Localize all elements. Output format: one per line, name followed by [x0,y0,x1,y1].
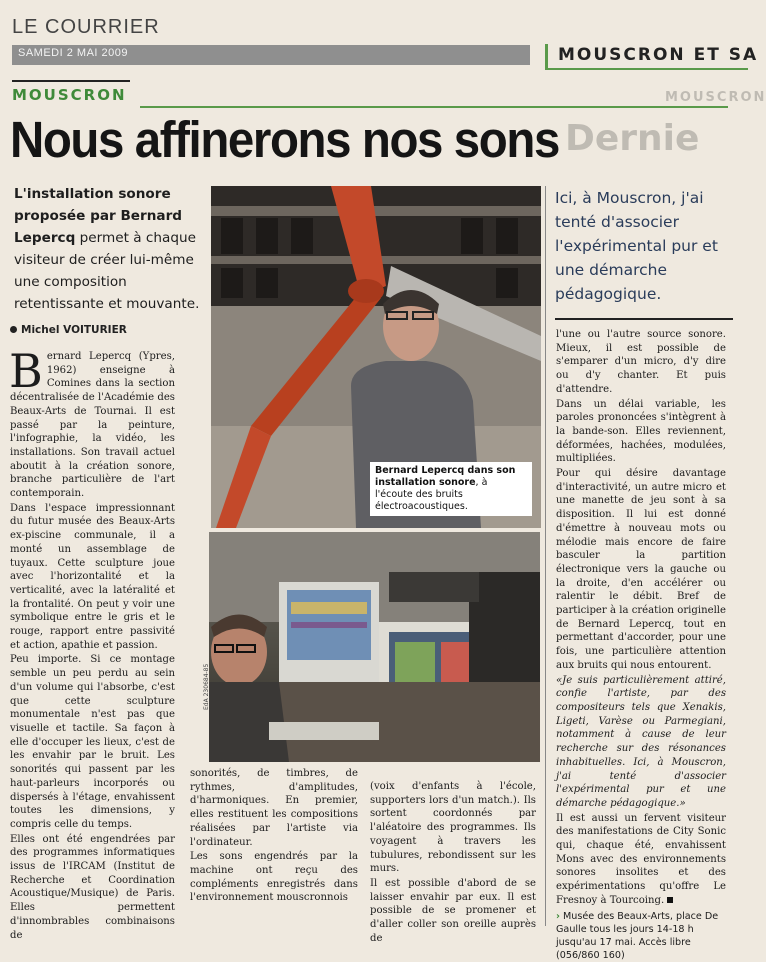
section-label: MOUSCRON [12,86,127,104]
photo-artist-computer [209,532,540,762]
lede-text: permet à chaque visiteur de créer lui-même une composition retentissante et mouvante. [14,230,200,312]
paragraph: Les sons engendrés par la machine ont reçu des compléments enregistrés dans l'environnement mouscronnois [190,851,358,904]
paragraph [556,812,726,908]
pull-quote-rule [555,318,733,320]
section-top-rule [12,80,130,82]
arrow-icon: › [556,910,560,922]
paragraph: l'une ou l'autre source sonore. Mieux, il est possible de s'emparer d'un micro, d'y dire ou d'y chanter. Et puis d'attendre. [556,329,726,395]
caption-text: , à l'écoute des bruits électroacoustiques. [375,477,488,512]
paragraph: sonorités, de timbres, de rythmes, d'amplitudes, d'harmoniques. En premier, elles restituent les compositions réalisées par l'artiste via l'ordinateur. [190,768,358,848]
article-column-1 [9,344,175,943]
article-lede [14,183,204,315]
rubric-title: MOUSCRON ET SA [558,45,759,65]
newspaper-masthead: LE COURRIER [12,16,160,38]
column-divider [545,186,546,926]
photo-caption [370,462,532,516]
end-mark-icon [667,897,673,903]
date-bar [12,45,530,65]
venue-info-text: Musée des Beaux-Arts, place De Gaulle tous les jours 14-18 h jusqu'au 17 mai. Accès libre (056/860 160) [556,910,719,961]
drop-cap: B [9,344,43,398]
paragraph: (voix d'enfants à l'école, supporters lors d'un match.). Ils sortent coordonnés par l'aléatoire des programmes. Ils voyagent à travers les tubulures, rebondissent sur les murs. [370,781,536,875]
paragraph-text: Il est aussi un fervent visiteur des manifestations de City Sonic qui, chaque été, envahissent Mons avec des environnements sonores insolites et des expérimentations qu'offre Le Fresnoy à Tourcoing. [556,812,726,906]
rubric-header [545,44,759,70]
photo-credit: EdA 230684-85 [203,663,210,710]
paragraph: Peu importe. Si ce montage semble un peu perdu au sein d'un volume qui l'absorbe, c'est que cette sculpture monumentale n'est pas que visuelle et tactile. Sa façon à elle d'occuper les lieux, c'est de les envahir par le bruit. Les sonorités qui passent par les haut-parleurs incorporés ou dispersés à l'étage, envahissent toutes les dimensions, y compris celle du temps. [10,654,175,830]
article-column-2 [190,767,358,906]
bleed-through-headline: Dernie [565,118,700,159]
paragraph: Elles ont été engendrées par des programmes informatiques issus de l'IRCAM (Institut de Recherche et Coordination Acoustique/Musique) de Paris. Elles permettent d'innombrables combinaisons de [10,833,175,941]
paragraph: Dans un délai variable, les paroles prononcées s'intègrent à la bande-son. Elles reviennent, déformées, hachées, modulées, multipliées. [556,398,726,465]
caption-bold: Bernard Lepercq dans son installation sonore [375,465,516,488]
article-headline: Nous affinerons nos sons [10,111,559,168]
bleed-through-rubric: MOUSCRON [665,90,766,105]
issue-date: SAMEDI 2 MAI 2009 [18,47,128,59]
lede-bold: L'installation sonore proposée par Bernard Lepercq [14,186,183,246]
bullet-icon [10,326,17,333]
venue-info [556,910,726,962]
paragraph: Dans l'espace impressionnant du futur musée des Beaux-Arts ex-piscine communale, il a monté un assemblage de tuyaux. Cette sculpture joue avec l'horizontalité et la verticalité, avec la latéralité et la frontalité. On peut y voir une symbolique entre le gris et le rouge, rapport entre passivité et action, apathie et passion. [10,502,175,651]
article-column-4 [556,328,726,962]
section-rule [140,106,728,108]
pull-quote: Ici, à Mouscron, j'ai tenté d'associer l'expérimental pur et une démarche pédagogique. [555,189,718,303]
article-column-3 [370,780,536,946]
paragraph-text: ernard Lepercq (Ypres, 1962) enseigne à Comines dans la section décentralisée de l'Académie des Beaux-Arts de Tournai. Il est passé par la peinture, l'infographie, la vidéo, les installations. Son travail actuel aboutit à la création sonore, branche particulière de l'art contemporain. [10,351,175,500]
author-name: Michel VOITURIER [21,324,127,336]
byline [10,324,127,336]
artist-quote: «Je suis particulièrement attiré, confie l'artiste, par des compositeurs tels que Xenakis, Ligeti, Varèse ou Parmegiani, notamment à cause de leur recherche sur des résonances inhabituelles. Ici, à Mouscron, j'ai tenté d'associer l'expérimental pur et une démarche pédagogique.» [556,674,726,809]
paragraph: Pour qui désire davantage d'interactivité, un autre micro et une manette de jeu sont à sa disposition. Il lui est donné d'émettre à nouveau mots ou mélodie mais encore de faire basculer la partition électronique vers la gauche ou la droite, d'en accélérer ou ralentir le débit. Bref de participer à la création originelle de Bernard Lepercq, tout en permettant d'accorder, pour une fois, une particulière attention aux bruits qui nous entourent. [556,468,726,671]
paragraph: Il est possible d'abord de se laisser envahir par eux. Il est possible de se promener et d'aller coller son oreille auprès de [370,877,536,944]
paragraph [9,344,175,501]
photo-2-illustration [209,532,540,762]
